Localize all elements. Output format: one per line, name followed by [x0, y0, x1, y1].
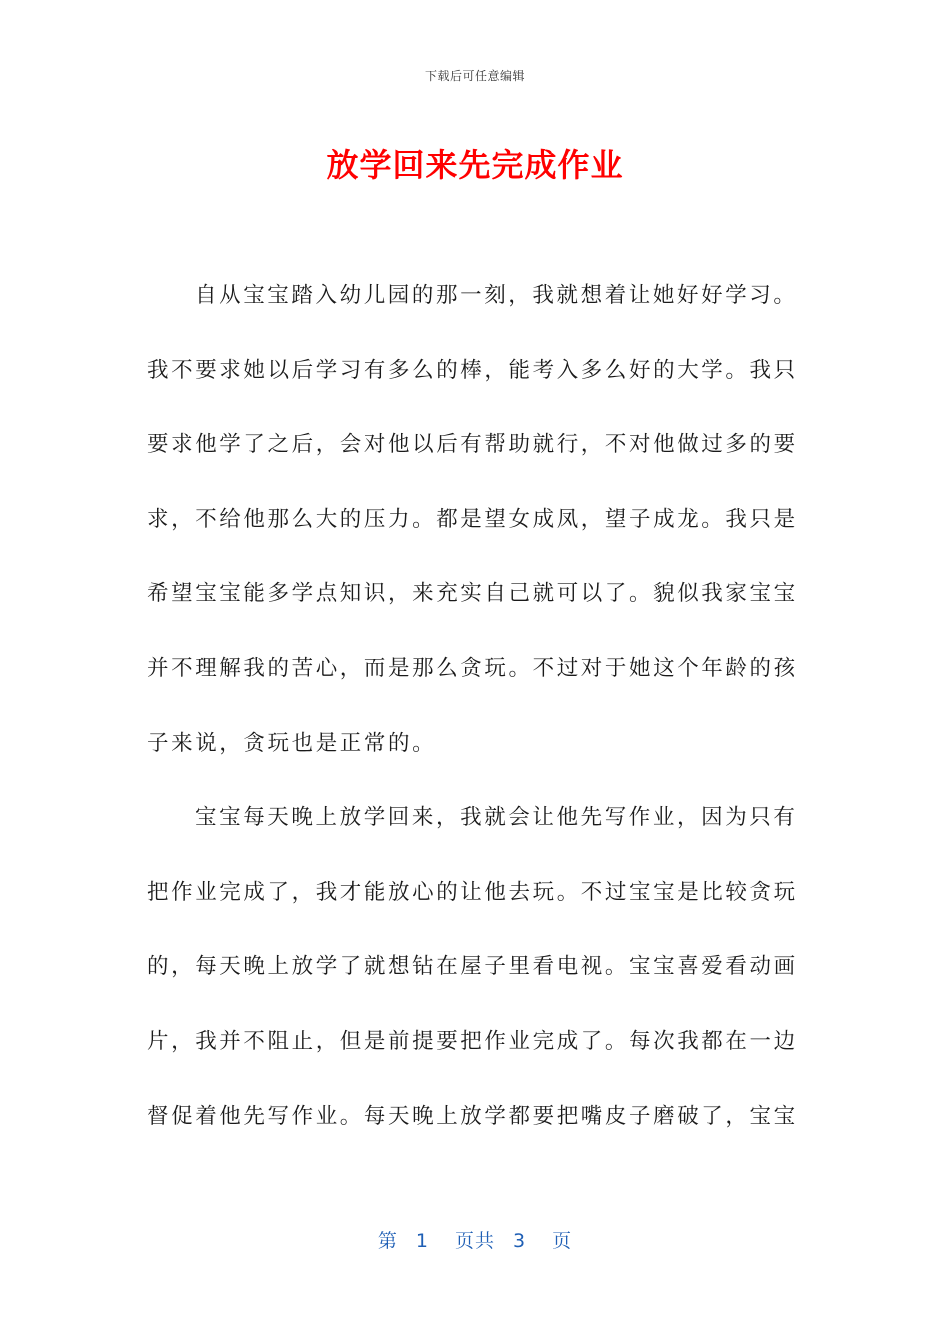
footer-middle: 页共	[454, 1230, 495, 1252]
page-header-note: 下载后可任意编辑	[424, 69, 525, 83]
body-line: 子来说，贪玩也是正常的。	[147, 730, 437, 756]
body-line: 并不理解我的苦心，而是那么贪玩。不过对于她这个年龄的孩	[147, 655, 798, 681]
footer-total-pages: 3	[513, 1230, 527, 1252]
page-footer	[0, 1226, 950, 1253]
body-line: 我不要求她以后学习有多么的棒，能考入多么好的大学。我只	[147, 357, 798, 383]
body-line: 求，不给他那么大的压力。都是望女成凤，望子成龙。我只是	[147, 506, 798, 532]
body-line: 自从宝宝踏入幼儿园的那一刻，我就想着让她好好学习。	[195, 283, 798, 308]
footer-current-page: 1	[415, 1230, 429, 1252]
footer-prefix: 第	[377, 1230, 398, 1252]
body-line: 希望宝宝能多学点知识，来充实自己就可以了。貌似我家宝宝	[147, 581, 798, 607]
document-body	[147, 271, 798, 1166]
body-line: 把作业完成了，我才能放心的让他去玩。不过宝宝是比较贪玩	[147, 879, 798, 905]
document-title: 放学回来先完成作业	[326, 146, 624, 184]
body-line: 宝宝每天晚上放学回来，我就会让他先写作业，因为只有	[195, 805, 798, 831]
footer-suffix: 页	[552, 1230, 573, 1252]
body-line: 片，我并不阻止，但是前提要把作业完成了。每次我都在一边	[147, 1028, 798, 1054]
body-line: 的，每天晚上放学了就想钻在屋子里看电视。宝宝喜爱看动画	[147, 954, 798, 980]
body-line: 督促着他先写作业。每天晚上放学都要把嘴皮子磨破了，宝宝	[147, 1103, 798, 1129]
body-line: 要求他学了之后，会对他以后有帮助就行，不对他做过多的要	[147, 432, 798, 458]
